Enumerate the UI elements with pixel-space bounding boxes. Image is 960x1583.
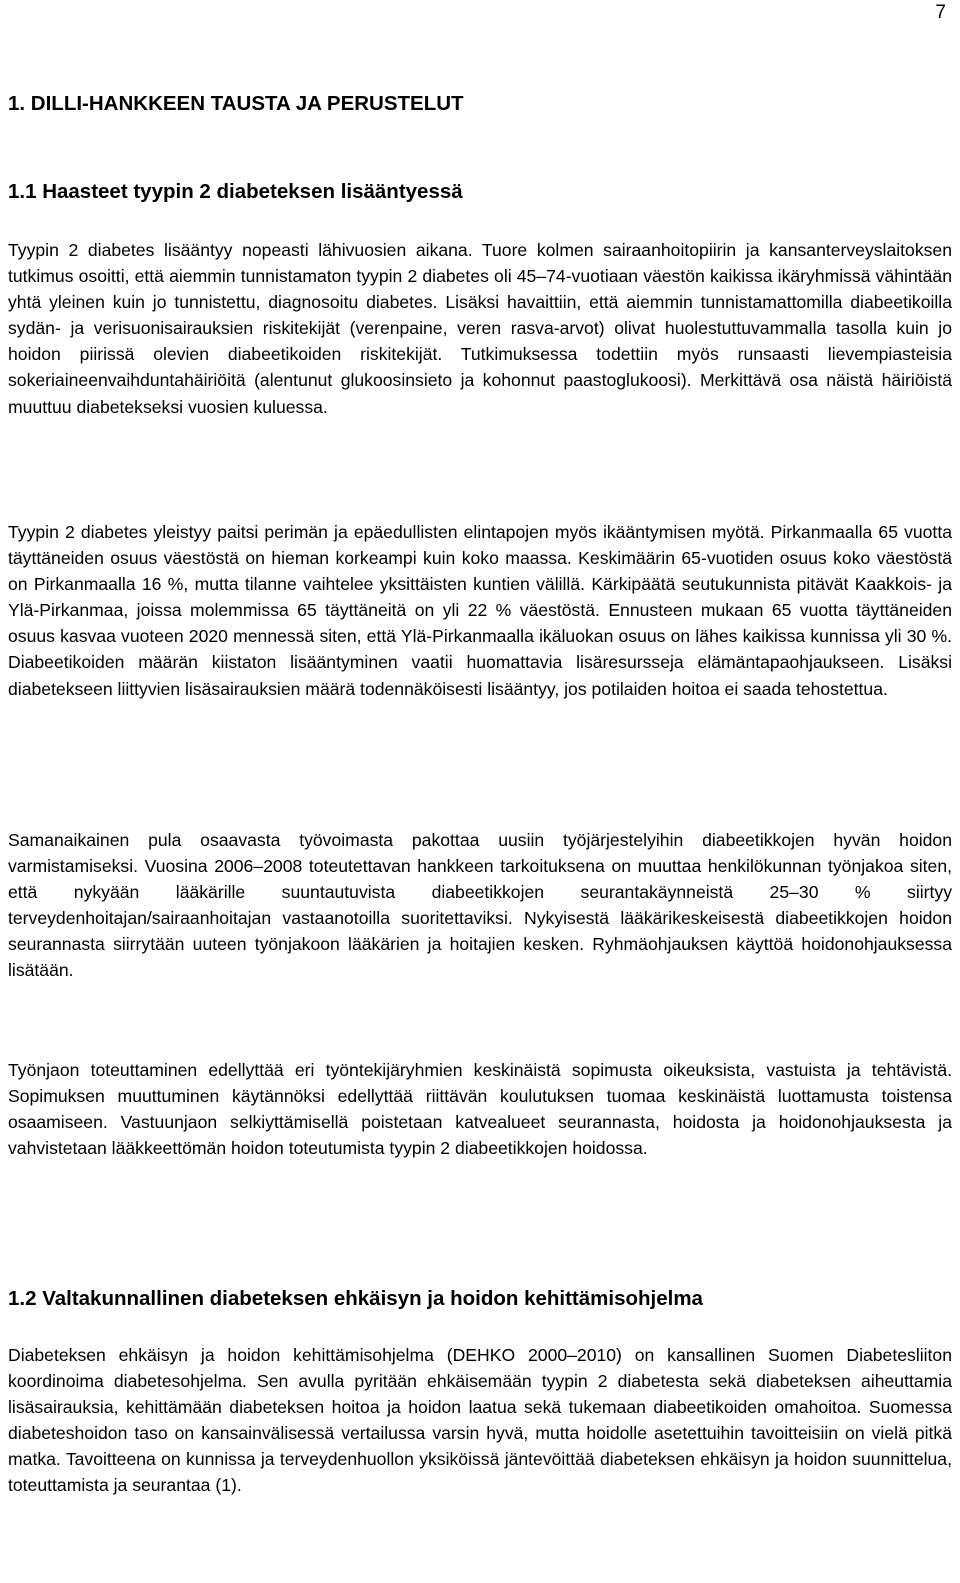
chapter-heading: 1. DILLI-HANKKEEN TAUSTA JA PERUSTELUT bbox=[8, 92, 464, 115]
section-heading: 1.1 Haasteet tyypin 2 diabeteksen lisääntyessä bbox=[8, 180, 463, 203]
paragraph: Diabeteksen ehkäisyn ja hoidon kehittämisohjelma (DEHKO 2000–2010) on kansallinen Suomen Diabetesliiton koordinoima diabetesohjelma. Sen avulla pyritään ehkäisemään tyypin 2 diabetesta sekä diabeteksen aiheuttamia lisäsairauksia, kehittämään diabeteksen hoitoa ja hoidon laatua sekä tukemaan diabeetikoiden omahoitoa. Suomessa diabeteshoidon taso on kansainvälisessä vertailussa varsin hyvä, mutta hoidolle asetettuihin tavoitteisiin on vielä pitkä matka. Tavoitteena on kunnissa ja terveydenhuollon yksiköissä jäntevöittää diabeteksen ehkäisyn ja hoidon suunnittelua, toteuttamista ja seurantaa (1). bbox=[8, 1345, 952, 1496]
paragraph: Tyypin 2 diabetes lisääntyy nopeasti lähivuosien aikana. Tuore kolmen sairaanhoitopiirin ja kansanterveyslaitoksen tutkimus osoitti, että aiemmin tunnistamaton tyypin 2 diabetes oli 45–74-vuotiaan väestön kaikissa ikäryhmissä vähintään yhtä yleinen kuin jo tunnistettu, diagnosoitu diabetes. Lisäksi havaittiin, että aiemmin tunnistamattomilla diabeetikoilla sydän- ja verisuonisairauksien riskitekijät (verenpaine, veren rasva-arvot) olivat huolestuttuvammalla tasolla kuin jo hoidon piirissä olevien diabeetikoiden riskitekijät. Tutkimuksessa todettiin myös runsaasti lievempiasteisia sokeriaineenvaihduntahäiriöitä (alentunut glukoosinsieto ja kohonnut paastoglukoosi). Merkittävä osa näistä häiriöistä muuttuu diabetekseksi vuosien kuluessa. bbox=[8, 240, 952, 417]
paragraph: Työnjaon toteuttaminen edellyttää eri työntekijäryhmien keskinäistä sopimusta oikeuksista, vastuista ja tehtävistä. Sopimuksen muuttuminen käytännöksi edellyttää riittävän koulutuksen tuomaa keskinäistä luottamusta toistensa osaamiseen. Vastuunjaon selkiyttämisellä poistetaan katvealueet seurannasta, hoidosta ja hoidonohjauksesta ja vahvistetaan lääkkeettömän hoidon toteutumista tyypin 2 diabeetikkojen hoidossa. bbox=[8, 1060, 952, 1159]
page-number: 7 bbox=[935, 2, 946, 23]
paragraph: Tyypin 2 diabetes yleistyy paitsi perimän ja epäedullisten elintapojen myös ikääntymisen myötä. Pirkanmaalla 65 vuotta täyttäneiden osuus väestöstä on hieman korkeampi kuin koko maassa. Keskimäärin 65-vuotiden osuus koko väestöstä on Pirkanmaalla 16 %, mutta tilanne vaihtelee yksittäisten kuntien välillä. Kärkipäätä seutukunnista pitävät Kaakkois- ja Ylä-Pirkanmaa, joissa molemmissa 65 täyttäneitä on yli 22 % väestöstä. Ennusteen mukaan 65 vuotta täyttäneiden osuus kasvaa vuoteen 2020 mennessä siten, että Ylä-Pirkanmaalla ikäluokan osuus on lähes kaikissa kunnissa yli 30 %. Diabeetikoiden määrän kiistaton lisääntyminen vaatii huomattavia lisäresursseja elämäntapaohjaukseen. Lisäksi diabetekseen liittyvien lisäsairauksien määrä todennäköisesti lisääntyy, jos potilaiden hoitoa ei saada tehostettua. bbox=[8, 522, 952, 699]
paragraph: Samanaikainen pula osaavasta työvoimasta pakottaa uusiin työjärjestelyihin diabeetikkojen hyvän hoidon varmistamiseksi. Vuosina 2006–2008 toteutettavan hankkeen tarkoituksena on muuttaa henkilökunnan työnjakoa siten, että nykyään lääkärille suuntautuvista diabeetikkojen seurantakäynneistä 25–30 % siirtyy terveydenhoitajan/sairaanhoitajan vastaanotoilla suoritettaviksi. Nykyisestä lääkärikeskeisestä diabeetikkojen hoidon seurannasta siirrytään uuteen työnjakoon lääkärien ja hoitajien kesken. Ryhmäohjauksen käyttöä hoidonohjauksessa lisätään. bbox=[8, 830, 952, 981]
section-heading: 1.2 Valtakunnallinen diabeteksen ehkäisyn ja hoidon kehittämisohjelma bbox=[8, 1287, 703, 1310]
